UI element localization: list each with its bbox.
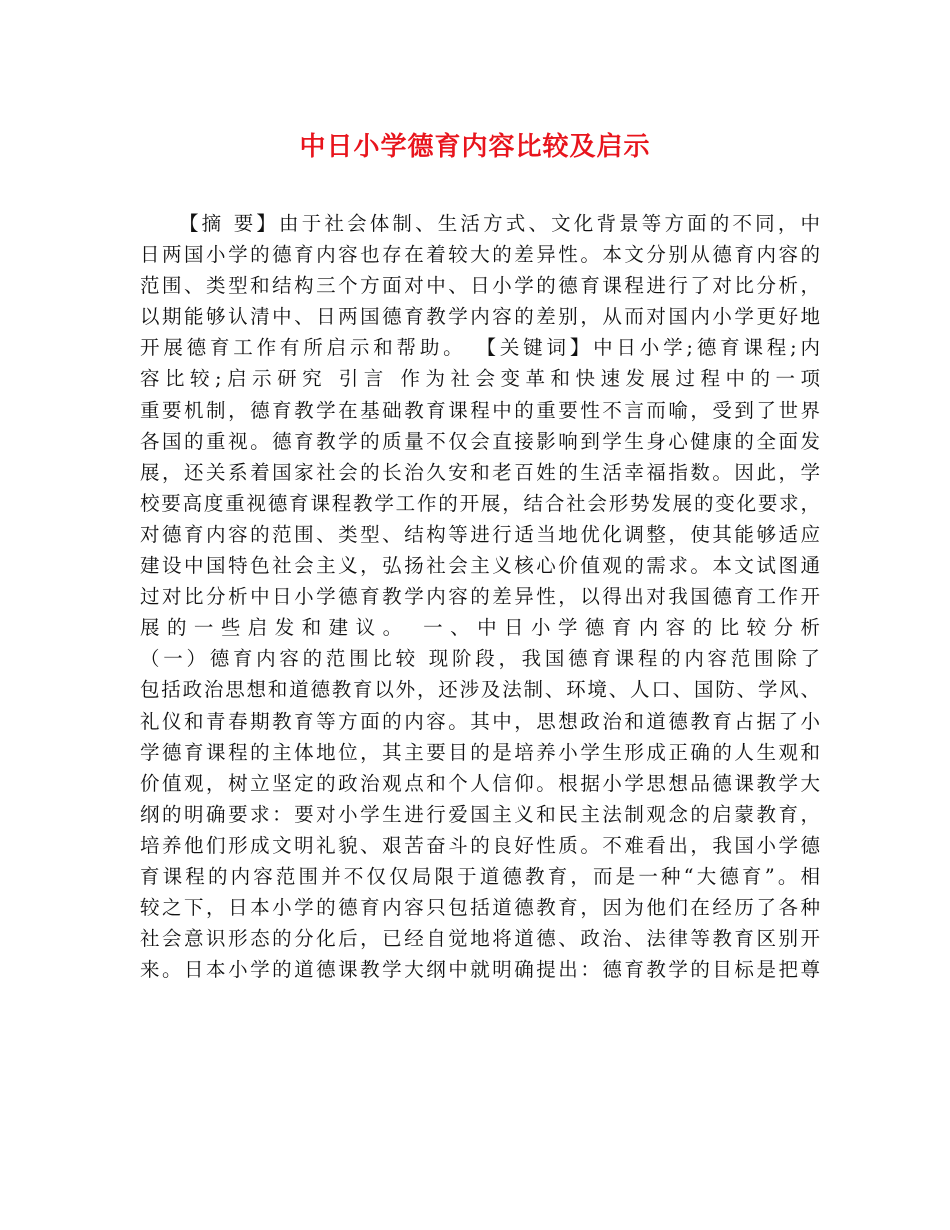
text-line: 以期能够认清中、日两国德育教学内容的差别，从而对国内小学更好地: [140, 305, 820, 329]
text-line: （一）德育内容的范围比较 现阶段，我国德育课程的内容范围除了: [140, 647, 820, 671]
document-title: 中日小学德育内容比较及启示: [299, 132, 651, 162]
text-line: 各国的重视。德育教学的质量不仅会直接影响到学生身心健康的全面发: [140, 429, 820, 453]
text-line: 展的一些启发和建议。 一、中日小学德育内容的比较分析: [140, 616, 820, 640]
text-line: 社会意识形态的分化后，已经自觉地将道德、政治、法律等教育区别开: [140, 927, 820, 951]
text-line: 学德育课程的主体地位，其主要目的是培养小学生形成正确的人生观和: [140, 740, 820, 764]
text-line: 纲的明确要求：要对小学生进行爱国主义和民主法制观念的启蒙教育，: [140, 802, 820, 826]
text-line: 开展德育工作有所启示和帮助。 【关键词】中日小学;德育课程;内: [140, 336, 820, 360]
text-line: 来。日本小学的道德课教学大纲中就明确提出：德育教学的目标是把尊: [140, 958, 820, 982]
text-line: 校要高度重视德育课程教学工作的开展，结合社会形势发展的变化要求，: [140, 491, 820, 515]
text-line: 展，还关系着国家社会的长治久安和老百姓的生活幸福指数。因此，学: [140, 460, 820, 484]
text-line: 容比较;启示研究 引言 作为社会变革和快速发展过程中的一项: [140, 367, 820, 391]
text-line: 培养他们形成文明礼貌、艰苦奋斗的良好性质。不难看出，我国小学德: [140, 833, 820, 857]
text-line: 价值观，树立坚定的政治观点和个人信仰。根据小学思想品德课教学大: [140, 771, 820, 795]
text-line: 包括政治思想和道德教育以外，还涉及法制、环境、人口、国防、学风、: [140, 678, 820, 702]
text-line: 重要机制，德育教学在基础教育课程中的重要性不言而喻，受到了世界: [140, 398, 820, 422]
text-line: 对德育内容的范围、类型、结构等进行适当地优化调整，使其能够适应: [140, 522, 820, 546]
text-line: 【摘 要】由于社会体制、生活方式、文化背景等方面的不同，中: [179, 212, 820, 235]
text-line: 建设中国特色社会主义，弘扬社会主义核心价值观的需求。本文试图通: [140, 554, 820, 578]
text-line: 育课程的内容范围并不仅仅局限于道德教育，而是一种“大德育”。相: [140, 864, 820, 888]
text-line: 过对比分析中日小学德育教学内容的差异性，以得出对我国德育工作开: [140, 585, 820, 609]
text-line: 礼仪和青春期教育等方面的内容。其中，思想政治和道德教育占据了小: [140, 709, 820, 733]
text-line: 范围、类型和结构三个方面对中、日小学的德育课程进行了对比分析，: [140, 274, 820, 298]
text-line: 较之下，日本小学的德育内容只包括道德教育，因为他们在经历了各种: [140, 896, 820, 920]
document-body: [140, 208, 820, 985]
text-line: 日两国小学的德育内容也存在着较大的差异性。本文分别从德育内容的: [140, 243, 820, 267]
